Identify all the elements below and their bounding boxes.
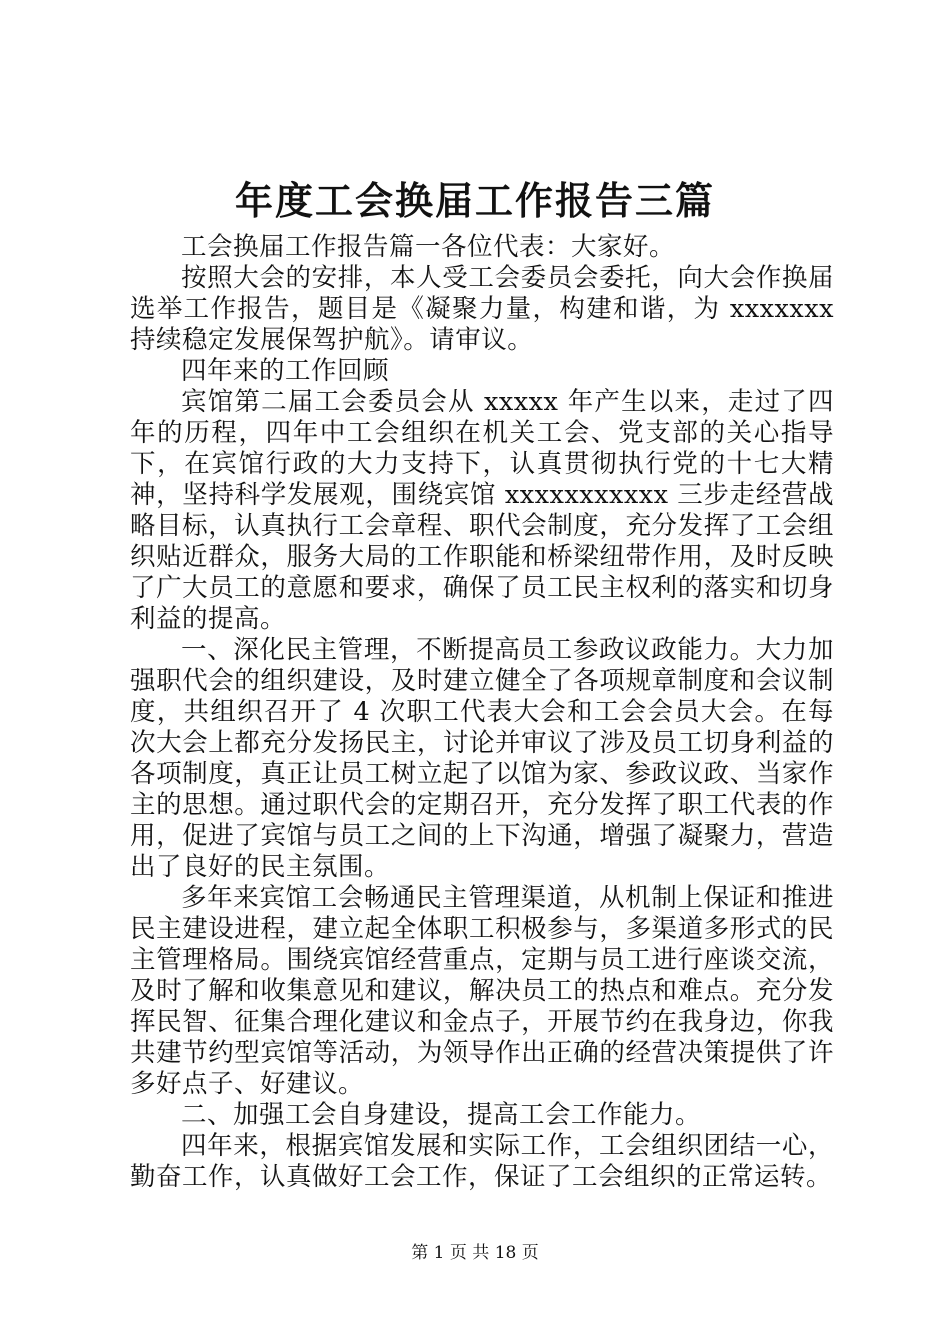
page-number-footer: 第 1 页 共 18 页 (411, 1243, 539, 1263)
paragraph-greeting: 工会换届工作报告篇一各位代表：大家好。 (181, 232, 676, 262)
document-body (130, 232, 834, 1193)
section-heading-review: 四年来的工作回顾 (181, 356, 390, 386)
paragraph-four-years-work: 四年来，根据宾馆发展和实际工作，工会组织团结一心，勤奋工作，认真做好工会工作，保证了工会组织的正常运转。 (130, 1131, 834, 1192)
paragraph-committee-history: 宾馆第二届工会委员会从 xxxxx 年产生以来，走过了四年的历程，四年中工会组织在机关工会、党支部的关心指导下，在宾馆行政的大力支持下，认真贯彻执行党的十七大精神，坚持科学发展观，围绕宾馆 xxxxxxxxxxx 三步走经营战略目标，认真执行工会章程、职代会制度，充分发挥了工会组织贴近群众，服务大局的工作职能和桥梁纽带作用，及时反映了广大员工的意愿和要求，确保了员工民主权利的落实和切身利益的提高。 (130, 387, 834, 634)
document-title: 年度工会换届工作报告三篇 (234, 178, 715, 223)
section-heading-self-building: 二、加强工会自身建设，提高工会工作能力。 (181, 1100, 702, 1130)
paragraph-management-channels: 多年来宾馆工会畅通民主管理渠道，从机制上保证和推进民主建设进程，建立起全体职工积极参与，多渠道多形式的民主管理格局。围绕宾馆经营重点，定期与员工进行座谈交流，及时了解和收集意见和建议，解决员工的热点和难点。充分发挥民智、征集合理化建议和金点子，开展节约在我身边，你我共建节约型宾馆等活动，为领导作出正确的经营决策提供了许多好点子、好建议。 (130, 883, 834, 1099)
paragraph-democratic-management: 一、深化民主管理，不断提高员工参政议政能力。大力加强职代会的组织建设，及时建立健全了各项规章制度和会议制度，共组织召开了 4 次职工代表大会和工会会员大会。在每次大会上都充分发扬民主，讨论并审议了涉及员工切身利益的各项制度，真正让员工树立起了以馆为家、参政议政、当家作主的思想。通过职代会的定期召开，充分发挥了职工代表的作用，促进了宾馆与员工之间的上下沟通，增强了凝聚力，营造出了良好的民主氛围。 (130, 635, 834, 882)
paragraph-report-topic: 按照大会的安排，本人受工会委员会委托，向大会作换届选举工作报告，题目是《凝聚力量，构建和谐，为 xxxxxxx 持续稳定发展保驾护航》。请审议。 (130, 263, 834, 355)
